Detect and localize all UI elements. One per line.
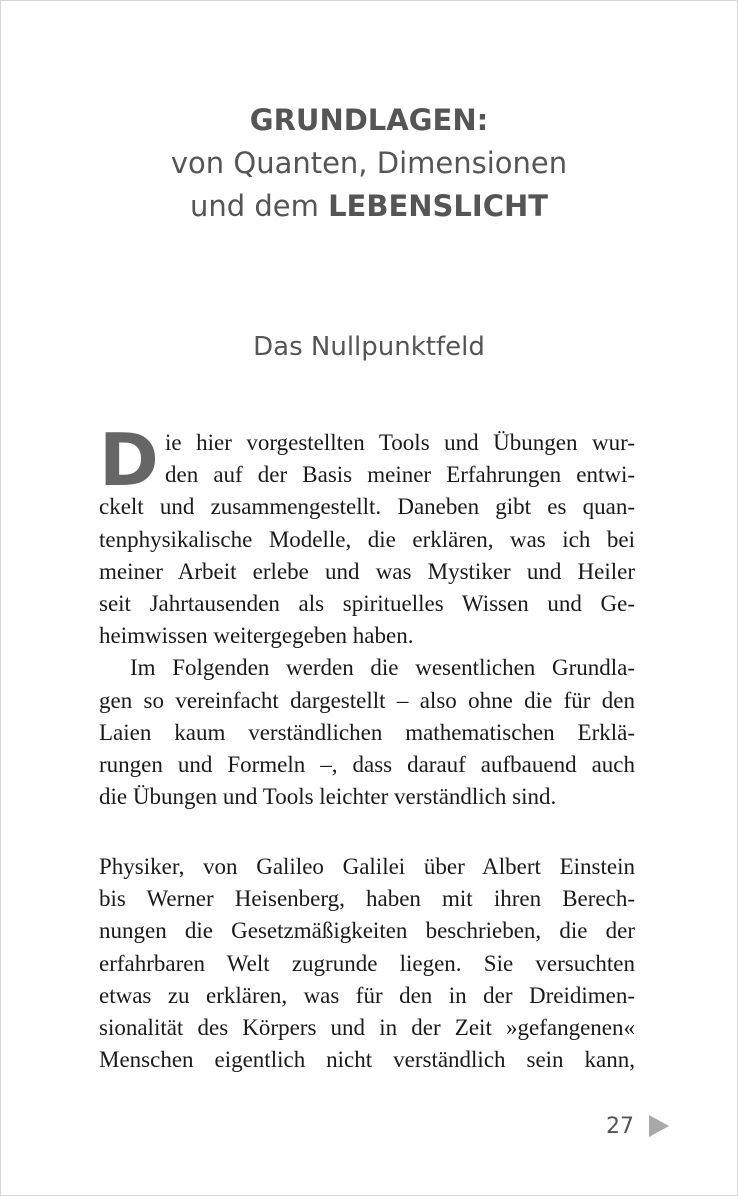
chapter-subtitle-line2: und dem LEBENSLICHT (189, 189, 549, 223)
paragraph-line: ie hier vorgestellten Tools und Übungen wur- (165, 430, 635, 455)
next-page-triangle-icon[interactable] (649, 1115, 669, 1137)
paragraph-1 (99, 418, 635, 652)
paragraph-line: sionalität des Körpers und in der Zeit »gefangenen« (99, 1015, 635, 1041)
paragraph-line: meiner Arbeit erlebe und was Mystiker und Heiler (99, 558, 635, 584)
chapter-title (1, 99, 737, 228)
paragraph-line: tenphysikalische Modelle, die erklären, was ich bei (99, 526, 635, 552)
paragraph-line: bis Werner Heisenberg, haben mit ihren Berech- (99, 886, 635, 912)
paragraph-line: etwas zu erklären, was für den in der Dreidimen- (99, 982, 635, 1008)
paragraph-3 (99, 851, 635, 1076)
drop-cap: D (99, 418, 159, 502)
chapter-subtitle-line1: von Quanten, Dimensionen (170, 146, 568, 180)
paragraph-line: nungen die Gesetzmäßigkeiten beschrieben, die der (99, 918, 635, 944)
paragraph-line: Menschen eigentlich nicht verständlich sein kann, (99, 1047, 635, 1073)
body-text-block-1 (99, 418, 635, 813)
paragraph-line: ckelt und zusammengestellt. Daneben gibt es quan- (99, 494, 635, 520)
chapter-subtitle-emphasis: LEBENSLICHT (328, 189, 549, 223)
paragraph-2 (99, 652, 635, 813)
paragraph-line: seit Jahrtausenden als spirituelles Wissen und Ge- (99, 591, 635, 617)
paragraph-line: Physiker, von Galileo Galilei über Albert Einstein (99, 854, 635, 879)
paragraph-line: Im Folgenden werden die wesentlichen Grundla- (130, 655, 635, 681)
paragraph-line: Laien kaum verständlichen mathematischen Erklä- (99, 719, 635, 745)
body-text-block-2 (99, 851, 635, 1076)
paragraph-line: heimwissen weitergegeben haben. (99, 623, 414, 649)
chapter-label: GRUNDLAGEN: (249, 103, 489, 137)
paragraph-line: gen so vereinfacht dargestellt – also ohne die für den (99, 687, 635, 713)
paragraph-line: erfahrbaren Welt zugrunde liegen. Sie versuchten (99, 950, 635, 976)
paragraph-line: den auf der Basis meiner Erfahrungen entwi- (165, 462, 635, 488)
paragraph-line: die Übungen und Tools leichter verständlich sind. (99, 784, 557, 810)
section-title: Das Nullpunktfeld (253, 332, 485, 362)
paragraph-line: rungen und Formeln –, dass darauf aufbauend auch (99, 752, 635, 778)
page-number: 27 (606, 1114, 634, 1139)
